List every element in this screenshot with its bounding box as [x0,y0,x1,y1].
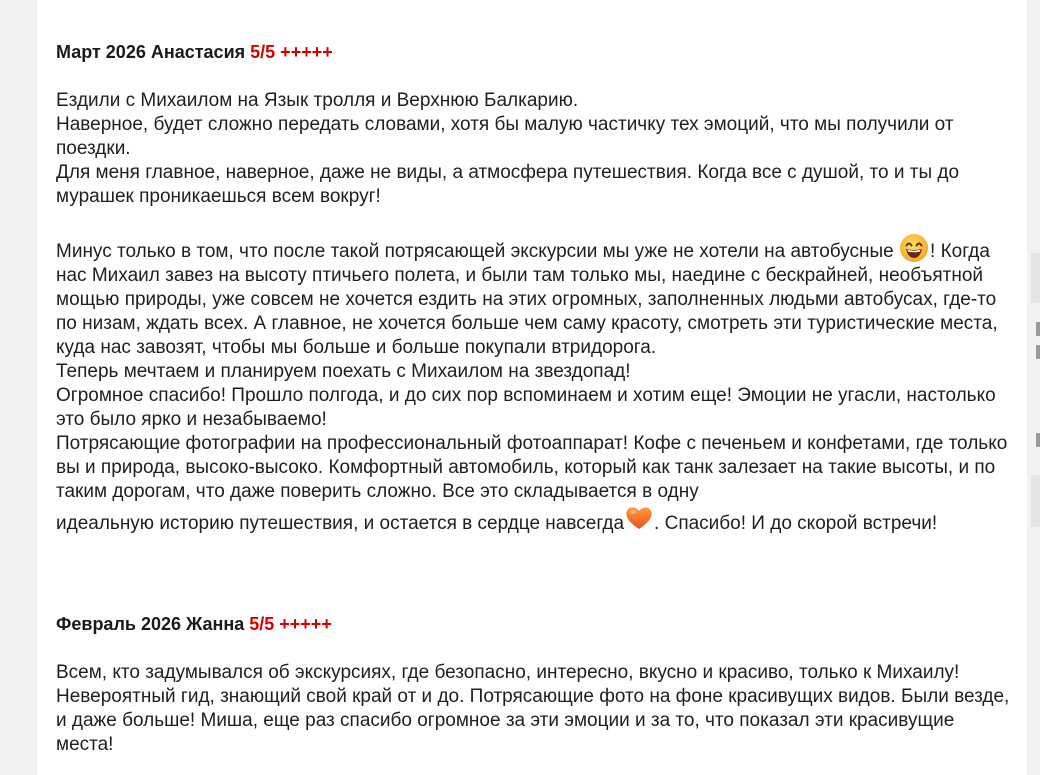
review-paragraph: Всем, кто задумывался об экскурсиях, где безопасно, интересно, вкусно и красиво, только к Михаилу! Невероятный гид, знающий свой край от и до. Потрясающие фото на фоне красивущих видов. Были везде, и даже больше! Миша, еще раз спасибо огромное за эти эмоции и за то, что показал эти красивущие места! [56,662,1010,755]
review-rating: 5/5 +++++ [249,614,332,634]
review-author-date: Март 2026 Анастасия [56,42,251,62]
review-text-segment: Потрясающие фотографии на профессиональный фотоаппарат! Кофе с печеньем и конфетами, где только вы и природа, высоко-высоко. Комфортный автомобиль, который как танк залезает на такие высоты, и по таким дорогам, что даже поверить сложно. Все это складывается в одну [56,433,1008,502]
review-paragraph [56,432,1011,536]
grinning-face-icon [899,233,929,263]
review-header [56,40,333,64]
review-text-segment: Минус только в том, что после такой потрясающей экскурсии мы уже не хотели на автобусные [56,241,900,262]
review-header [56,612,332,636]
review-author-date: Февраль 2026 Жанна [56,614,250,634]
sidebar-marker [1036,345,1040,359]
sidebar-block [1031,253,1040,303]
review-paragraph: Для меня главное, наверное, даже не виды, а атмосфера путешествия. Когда все с душой, то и ты до мурашек проникаешься всем вокруг! [56,162,960,207]
orange-heart-icon [624,505,654,531]
review-text-segment: ! Когда нас Михаил завез на высоту птичьего полета, и были там только мы, наедине с бескрайней, необъятной мощью природы, уже совсем не хочется ездить на этих огромных, заполненных людьми автобусах, где-то по низам, ждать всех. А главное, не хочется больше чем саму красоту, смотреть эти туристические места, куда нас завозят, чтобы мы больше и больше покупали втридорога. [56,241,998,358]
review-text-segment: идеальную историю путешествия, и остается в сердце навсегда [56,513,625,534]
review-text [56,661,1011,757]
sidebar-marker [1036,433,1040,447]
review-text-segment: . Спасибо! И до скорой встречи! [654,513,938,534]
review-paragraph: Огромное спасибо! Прошло полгода, и до сих пор вспоминаем и хотим еще! Эмоции не угасли, настолько это было ярко и незабываемо! [56,385,996,430]
review-rating: 5/5 +++++ [250,42,333,62]
review-paragraph: Ездили с Михаилом на Язык тролля и Верхнюю Балкарию. [56,90,579,111]
sidebar-block [1031,475,1040,527]
review-text [56,89,1011,536]
review-paragraph: Наверное, будет сложно передать словами, хотя бы малую частичку тех эмоций, что мы получили от поездки. [56,114,954,159]
review-card [37,0,1027,775]
review-paragraph: Теперь мечтаем и планируем поехать с Михаилом на звездопад! [56,361,631,382]
right-sidebar [1027,0,1040,775]
review-paragraph [56,233,1011,360]
sidebar-marker [1036,322,1040,336]
